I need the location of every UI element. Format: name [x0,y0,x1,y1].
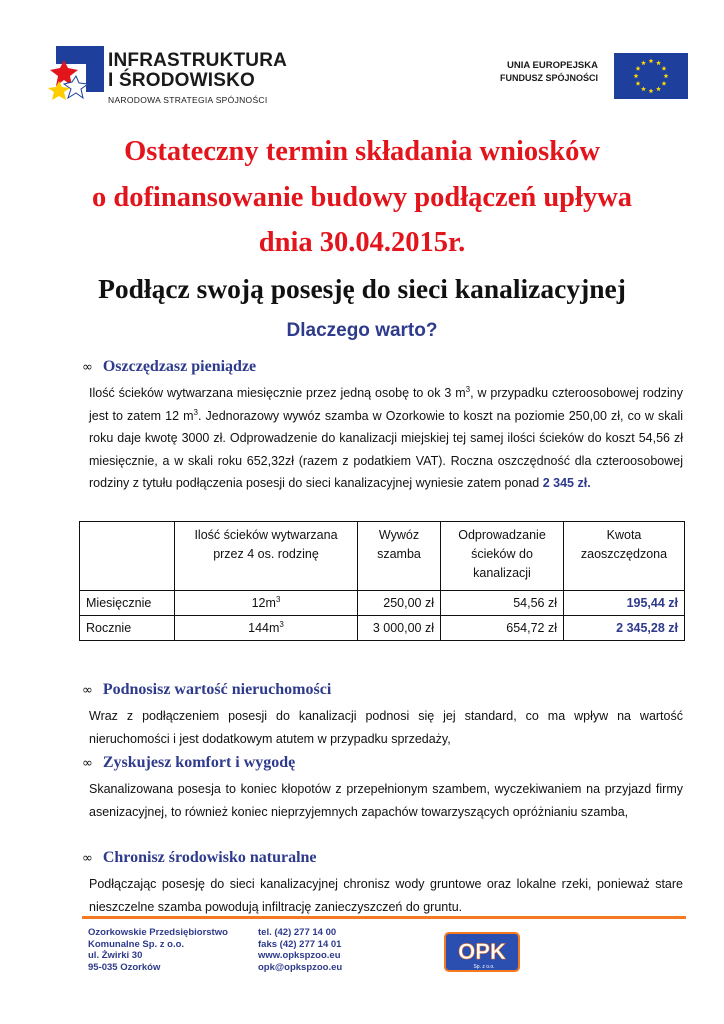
website-link[interactable]: www.opkspzoo.eu [258,950,341,961]
section-heading-property-value [82,681,331,699]
infinity-bullet-icon: ∞ [82,851,93,866]
savings-paragraph [89,382,683,495]
fax-line: faks (42) 277 14 01 [258,938,342,950]
savings-text-3: . Jednorazowy wywóz szamba w Ozorkowie to koszt na poziomie 250,00 zł, co w skali roku daje kwotę 3000 zł. Odprowadzenie do kanalizacji miejskiej tej samej ilości ścieków do koszt 54,56 zł miesięcznie, a w skali roku 652,32zł (razem z podatkiem VAT). Roczna oszczędność dla czteroosobowej rodziny z tytułu podłączenia posesji do sieci kanalizacyjnej wyniesie zatem ponad [89,408,683,490]
company-line: Ozorkowskie Przedsiębiorstwo [88,927,228,938]
opk-logo-subtext: Sp. z o.o. [473,964,495,970]
volume-sup: 3 [275,594,281,604]
volume-value: 144m [248,621,280,635]
company-address [88,927,228,973]
title-line-3: dnia 30.04.2015r. [258,227,466,258]
table-row [80,616,685,641]
environment-paragraph: Podłączając posesję do sieci kanalizacyjnej chronisz wody gruntowe oraz lokalne rzeki, ponieważ stare nieszczelne szamba powodują infiltrację zanieczyszczeń do gruntu. [89,877,683,914]
row-sewer: 54,56 zł [441,591,564,616]
company-contact [258,927,342,973]
savings-highlight: 2 345 zł. [542,476,591,490]
company-line: ul. Żwirki 30 [88,950,143,961]
infinity-bullet-icon: ∞ [82,360,93,375]
footer-divider [82,916,686,919]
company-line: 95-035 Ozorków [88,961,161,973]
property-value-paragraph: Wraz z podłączeniem posesji do kanalizacji podnosi się jej standard, co ma wpływ na wartość nieruchomości i jest dodatkowym atutem w przypadku sprzedaży, [89,709,683,746]
section-heading-savings [82,358,256,376]
row-saved: 195,44 zł [564,591,685,616]
row-volume [175,616,358,641]
volume-value: 12m [251,596,276,610]
row-label: Rocznie [80,616,175,641]
eu-label-line-1: UNIA EUROPEJSKA [507,60,598,71]
savings-text-1: Ilość ścieków wytwarzana miesięcznie przez jedną osobę to ok 3 m [89,386,466,400]
row-septic: 3 000,00 zł [358,616,441,641]
logo-subline: NARODOWA STRATEGIA SPÓJNOŚCI [108,95,268,105]
company-line: Komunalne Sp. z o.o. [88,938,185,950]
table-header-cell: Wywóz szamba [358,522,441,591]
section-heading-label: Chronisz środowisko naturalne [102,849,317,866]
volume-sup: 3 [279,619,284,629]
logo-line-2: I ŚRODOWISKO [108,70,256,91]
section-heading-comfort [82,754,295,772]
eu-fund-label [500,60,598,84]
opk-logo-text: OPK [458,939,506,964]
opk-logo-icon [444,932,520,972]
why-heading: Dlaczego warto? [286,320,438,341]
savings-text-2: , w przypadku czteroosobowej rodziny jest to zatem 12 m [89,386,684,423]
comfort-paragraph: Skanalizowana posesja to koniec kłopotów z przepełnionym szambem, wyczekiwaniem na przyjazd firmy asenizacyjnej, to również koniec nieprzyjemnych zapachów towarzyszących opróżnianiu szamba, [89,782,683,819]
infinity-bullet-icon: ∞ [82,756,93,771]
section-heading-label: Podnosisz wartość nieruchomości [102,681,332,698]
table-header-row [80,522,685,591]
section-heading-label: Oszczędzasz pieniądze [102,358,257,375]
eu-label-line-2: FUNDUSZ SPÓJNOŚCI [499,73,598,83]
table-header-cell: Odprowadzanie ścieków do kanalizacji [441,522,564,591]
table-header-cell: Kwota zaoszczędzona [564,522,685,591]
logo-line-1: INFRASTRUKTURA [108,50,288,71]
subtitle: Podłącz swoją posesję do sieci kanalizacyjnej [98,273,626,304]
title-line-1: Ostateczny termin składania wniosków [124,136,600,167]
eu-flag-icon [614,53,688,99]
row-volume [175,591,358,616]
infinity-bullet-icon: ∞ [82,683,93,698]
phone-line: tel. (42) 277 14 00 [258,927,337,938]
sup-2: 3 [193,407,198,417]
title-line-2: o dofinansowanie budowy podłączeń upływa [91,182,633,213]
table-header-cell [80,522,175,591]
email-link[interactable]: opk@opkspzoo.eu [258,961,343,973]
program-logo-icon [46,40,108,110]
row-saved: 2 345,28 zł [564,616,685,641]
table-row [80,591,685,616]
section-heading-label: Zyskujesz komfort i wygodę [102,754,296,771]
table-header-cell: Ilość ścieków wytwarzana przez 4 os. rodzinę [175,522,358,591]
row-septic: 250,00 zł [358,591,441,616]
section-heading-environment [82,849,317,867]
infrastruktura-srodowisko-logo [46,40,286,110]
row-sewer: 654,72 zł [441,616,564,641]
row-label: Miesięcznie [80,591,175,616]
sup-1: 3 [465,384,471,394]
comparison-table [79,521,685,641]
